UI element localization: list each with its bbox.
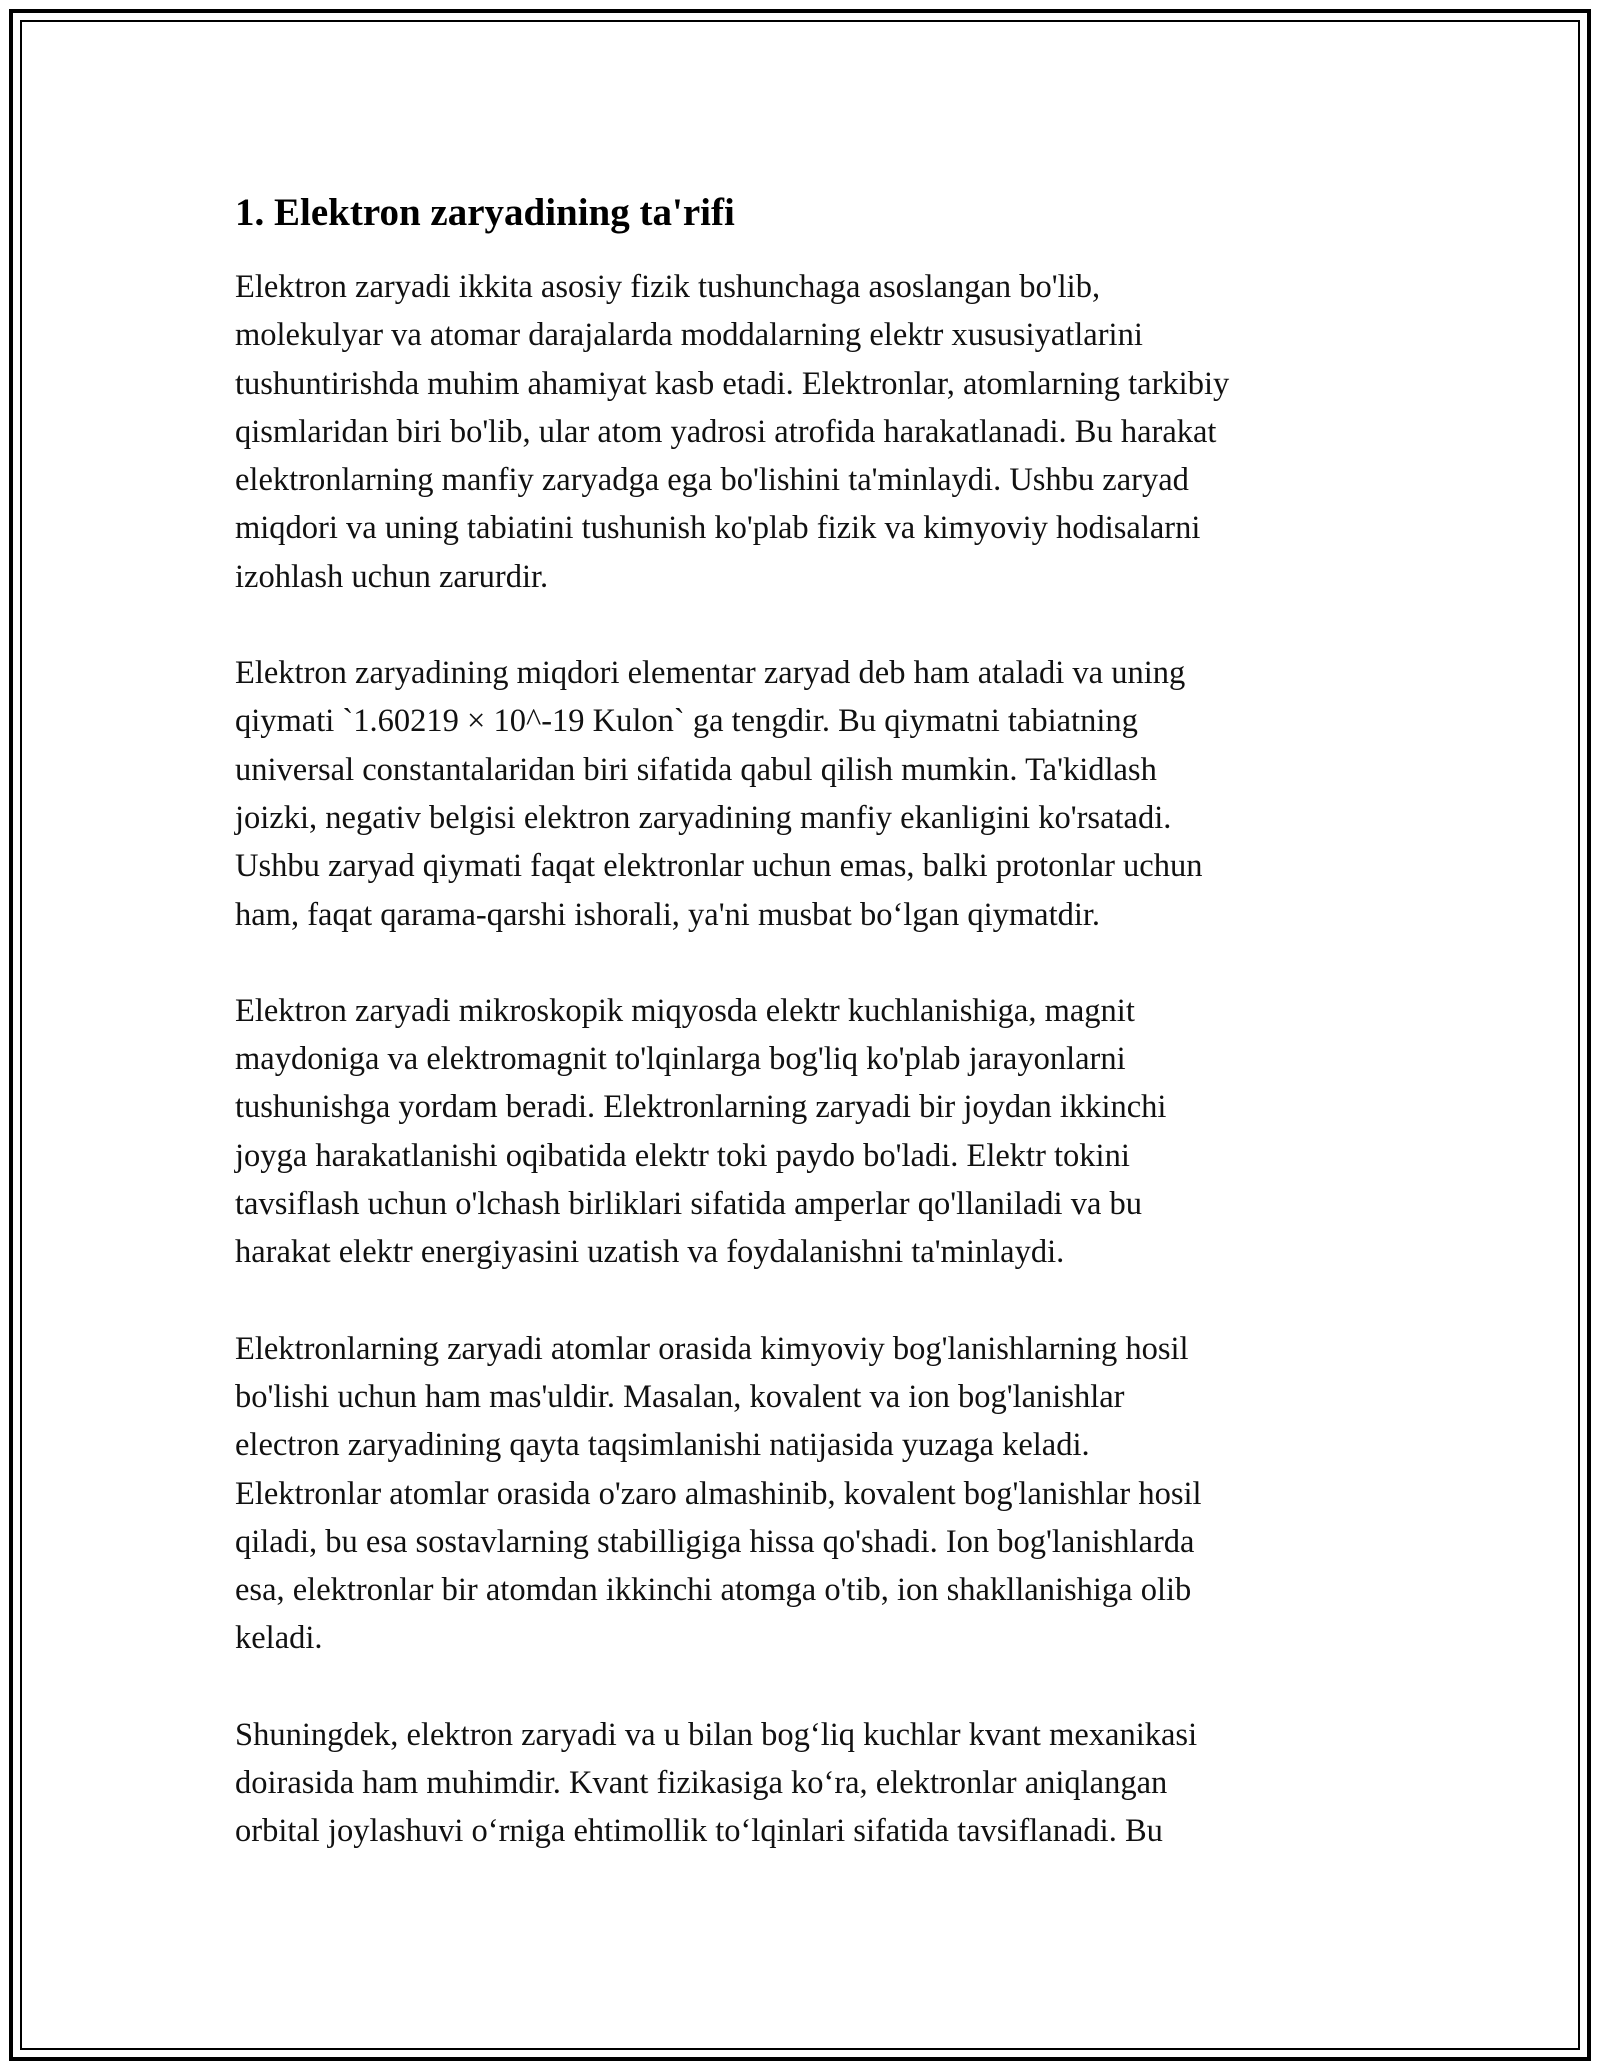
paragraph-chemical-bonds: Elektronlarning zaryadi atomlar orasida kimyoviy bog'lanishlarning hosil bo'lishi uchun ham mas'uldir. Masalan, kovalent va ion bog'lanishlar electron zaryadining qayta taqsimlanishi natijasida yuzaga keladi. Elektronlar atomlar orasida o'zaro almashinib, kovalent bog'lanishlar hosil qiladi, bu esa sostavlarning stabilligiga hissa qo'shadi. Ion bog'lanishlarda esa, elektronlar bir atomdan ikkinchi atomga o'tib, ion shakllanishiga olib keladi. [235,1330,1202,1657]
paragraph-quantum-mechanics: Shuningdek, elektron zaryadi va u bilan bog‘liq kuchlar kvant mexanikasi doirasida ham muhimdir. Kvant fizikasiga ko‘ra, elektronlar aniqlangan orbital joylashuvi o‘rniga ehtimollik to‘lqinlari sifatida tavsiflanadi. Bu [235,1716,1198,1850]
document-body [235,185,1365,1904]
section-heading: 1. Elektron zaryadining ta'rifi [235,191,735,234]
paragraph-electric-current: Elektron zaryadi mikroskopik miqyosda elektr kuchlanishiga, magnit maydoniga va elektromagnit to'lqinlarga bog'liq ko'plab jarayonlarni tushunishga yordam beradi. Elektronlarning zaryadi bir joydan ikkinchi joyga harakatlanishi oqibatida elektr toki paydo bo'ladi. Elektr tokini tavsiflash uchun o'lchash birliklari sifatida amperlar qo'llaniladi va bu harakat elektr energiyasini uzatish va foydalanishni ta'minlaydi. [235,992,1167,1271]
paragraph-definition: Elektron zaryadi ikkita asosiy fizik tushunchaga asoslangan bo'lib, molekulyar va atomar darajalarda moddalarning elektr xususiyatlarini tushuntirishda muhim ahamiyat kasb etadi. Elektronlar, atomlarning tarkibiy qismlaridan biri bo'lib, ular atom yadrosi atrofida harakatlanadi. Bu harakat elektronlarning manfiy zaryadga ega bo'lishini ta'minlaydi. Ushbu zaryad miqdori va uning tabiatini tushunish ko'plab fizik va kimyoviy hodisalarni izohlash uchun zarurdir. [235,269,1230,595]
paragraph-elementary-charge: Elektron zaryadining miqdori elementar zaryad deb ham ataladi va uning qiymati `1.60219 × 10^-19 Kulon` ga tengdir. Bu qiymatni tabiatning universal constantalaridan biri sifatida qabul qilish mumkin. Ta'kidlash joizki, negativ belgisi elektron zaryadining manfiy ekanligini ko'rsatadi. Ushbu zaryad qiymati faqat elektronlar uchun emas, balki protonlar uchun ham, faqat qarama-qarshi ishorali, ya'ni musbat bo‘lgan qiymatdir. [235,655,1203,933]
